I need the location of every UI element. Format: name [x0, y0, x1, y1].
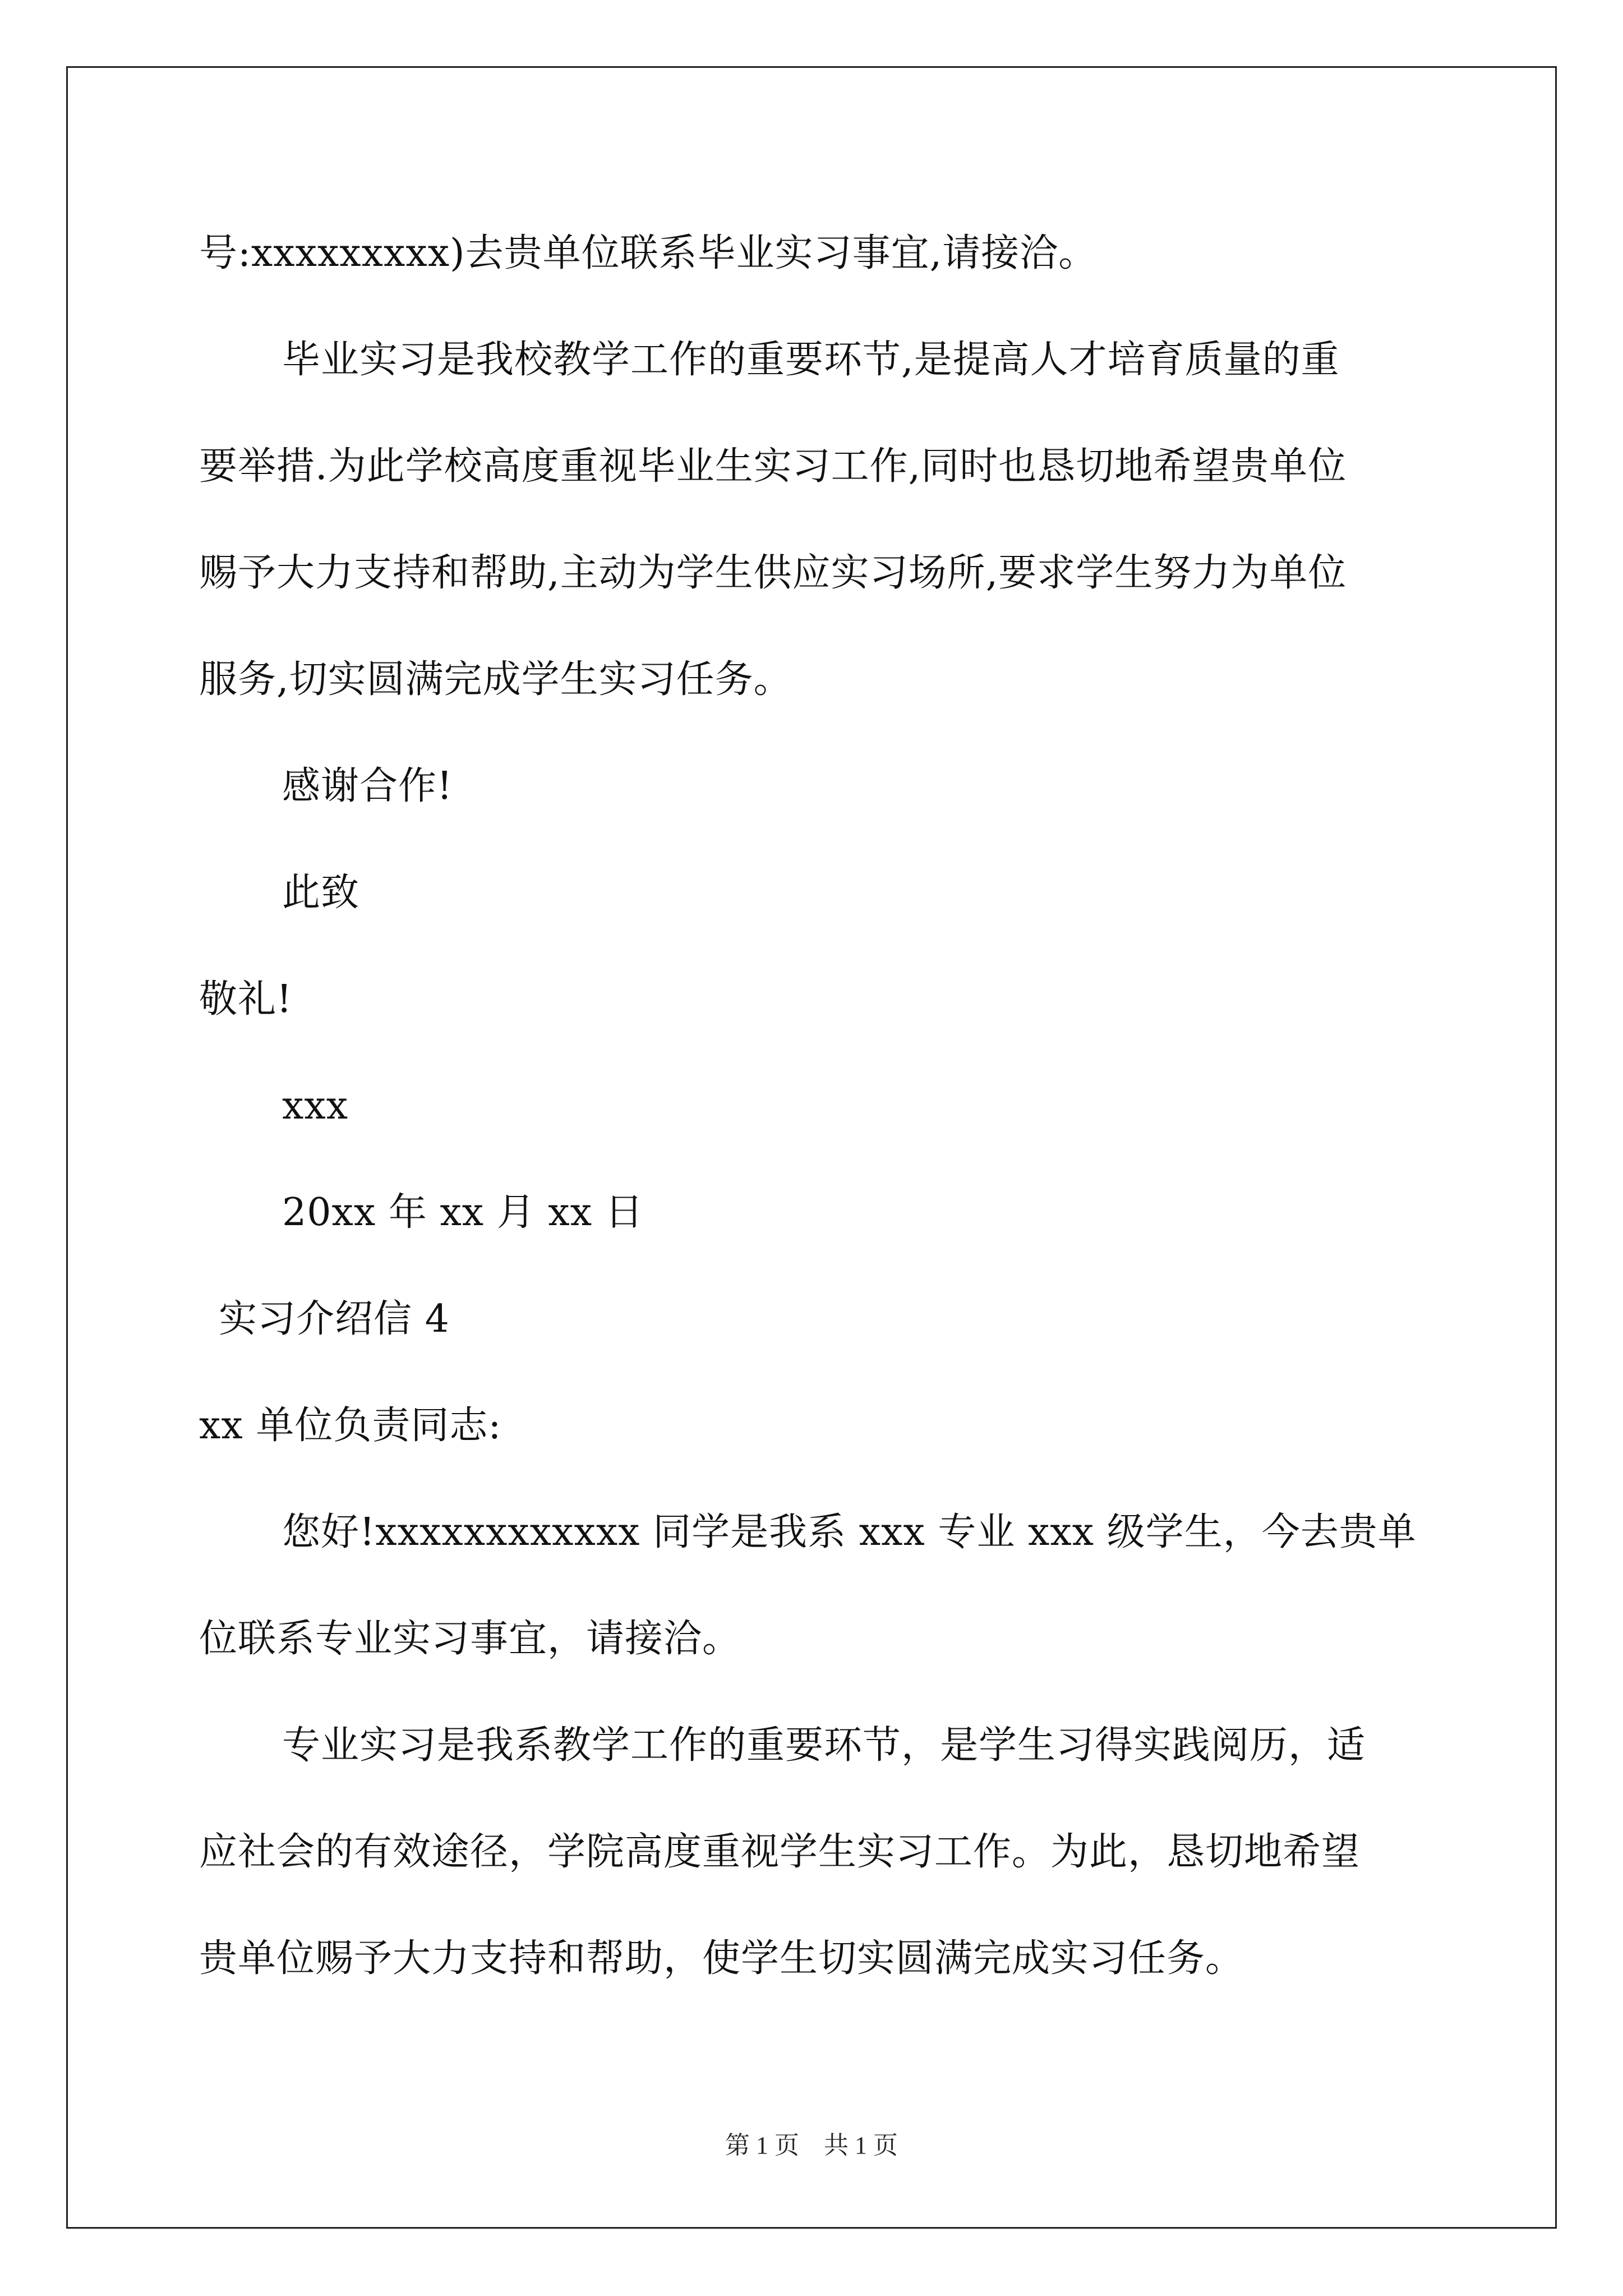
paragraph-line: 应社会的有效途径，学院高度重视学生实习工作。为此，恳切地希望	[199, 1830, 1361, 1874]
page-number: 第 1 页 共 1 页	[725, 2132, 898, 2159]
paragraph-line: 位联系专业实习事宜，请接洽。	[199, 1617, 741, 1661]
paragraph-line: 毕业实习是我校教学工作的重要环节,是提高人才培育质量的重	[282, 338, 1340, 382]
thanks-line: 感谢合作!	[282, 764, 453, 808]
paragraph-line: 您好!xxxxxxxxxxxx 同学是我系 xxx 专业 xxx 级学生，今去贵单	[282, 1510, 1417, 1554]
salutation-line: 敬礼!	[199, 977, 293, 1022]
closing-line: 此致	[282, 871, 360, 915]
date-line: 20xx 年 xx 月 xx 日	[282, 1190, 644, 1235]
page-border	[66, 66, 1557, 2229]
paragraph-line: 专业实习是我系教学工作的重要环节，是学生习得实践阅历，适	[282, 1723, 1366, 1768]
paragraph-line: 要举措.为此学校高度重视毕业生实习工作,同时也恳切地希望贵单位	[199, 444, 1347, 489]
text-line: 号:xxxxxxxxx)去贵单位联系毕业实习事宜,请接洽。	[199, 231, 1098, 275]
paragraph-line: 赐予大力支持和帮助,主动为学生供应实习场所,要求学生努力为单位	[199, 551, 1347, 595]
signature-line: xxx	[282, 1084, 349, 1128]
paragraph-line: 服务,切实圆满完成学生实习任务。	[199, 657, 792, 702]
recipient-line: xx 单位负责同志:	[199, 1404, 502, 1448]
paragraph-line: 贵单位赐予大力支持和帮助，使学生切实圆满完成实习任务。	[199, 1936, 1244, 1981]
section-heading: 实习介绍信 4	[219, 1297, 450, 1341]
